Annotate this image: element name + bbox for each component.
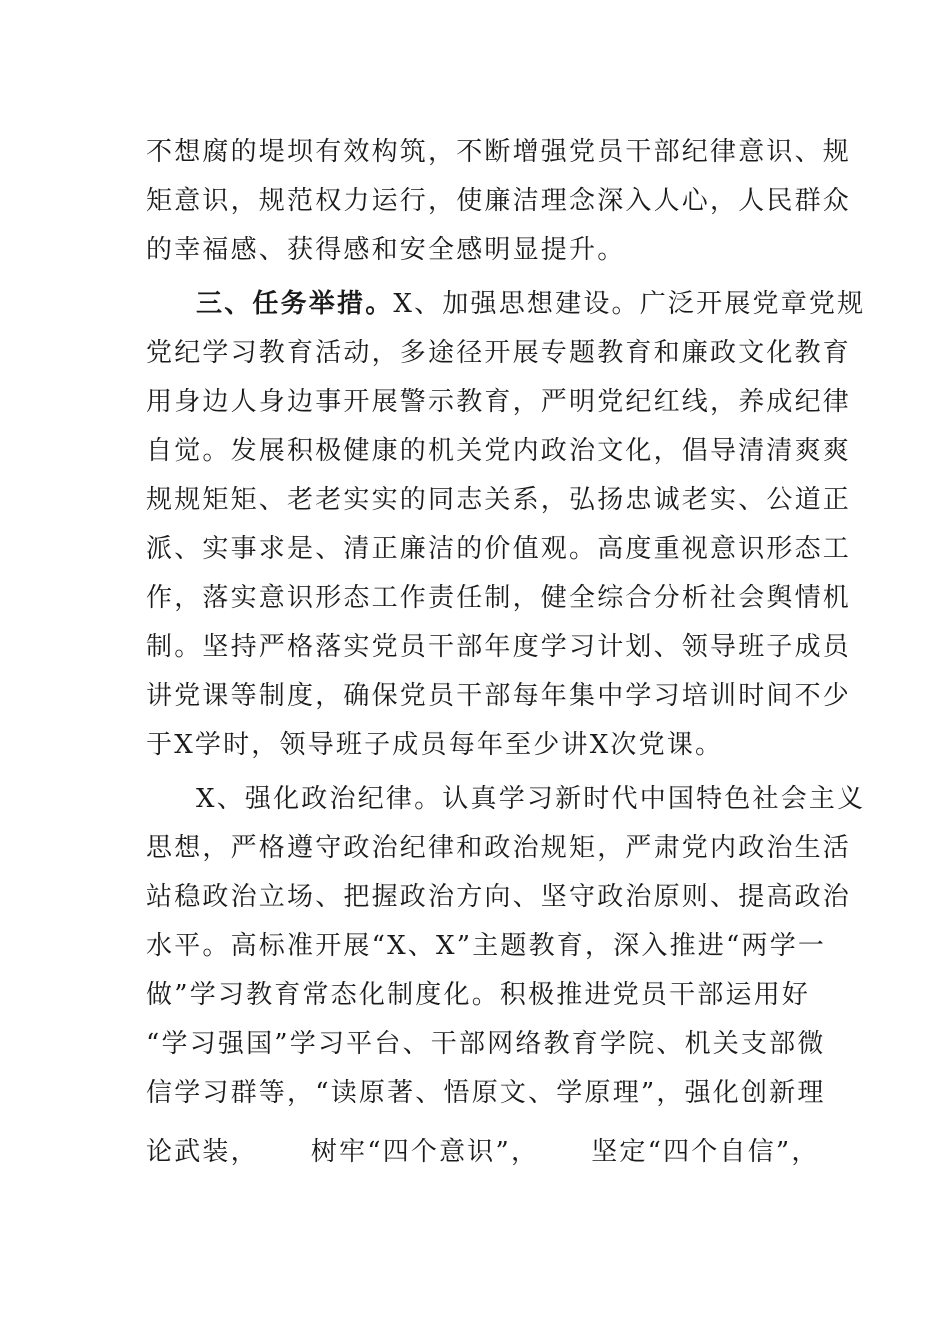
text-line-justified <box>146 1132 820 1172</box>
paragraph-first-line: X、强化政治纪律。认真学习新时代中国特色社会主义 <box>196 784 866 814</box>
text-line: 做”学习教育常态化制度化。积极推进党员干部运用好 <box>146 980 811 1010</box>
text-fragment: 树牢“四个意识”， <box>310 1137 540 1167</box>
text-line: 不想腐的堤坝有效构筑，不断增强党员干部纪律意识、规 <box>146 137 852 167</box>
text-line: 信学习群等，“读原著、悟原文、学原理”，强化创新理 <box>146 1078 826 1108</box>
text-line: 思想，严格遵守政治纪律和政治规矩，严肃党内政治生活 <box>146 833 852 863</box>
text-line: 党纪学习教育活动，多途径开展专题教育和廉政文化教育 <box>146 338 852 368</box>
text-line: 讲党课等制度，确保党员干部每年集中学习培训时间不少 <box>146 681 852 711</box>
text-line: 制。坚持严格落实党员干部年度学习计划、领导班子成员 <box>146 632 852 662</box>
text-line: 作，落实意识形态工作责任制，健全综合分析社会舆情机 <box>146 583 852 613</box>
text-line: 派、实事求是、清正廉洁的价值观。高度重视意识形态工 <box>146 534 852 564</box>
text-line: 的幸福感、获得感和安全感明显提升。 <box>146 235 626 265</box>
text-line: 矩意识，规范权力运行，使廉洁理念深入人心，人民群众 <box>146 186 852 216</box>
text-line: “学习强国”学习平台、干部网络教育学院、机关支部微 <box>146 1029 826 1059</box>
section-heading: 三、任务举措。 <box>196 289 394 319</box>
text-line: 规规矩矩、老老实实的同志关系，弘扬忠诚老实、公道正 <box>146 485 852 515</box>
text-line: 用身边人身边事开展警示教育，严明党纪红线，养成纪律 <box>146 387 852 417</box>
text-fragment: 论武装， <box>146 1137 259 1167</box>
text-line: 水平。高标准开展“X、X”主题教育，深入推进“两学一 <box>146 931 827 961</box>
text-fragment: 坚定“四个自信”， <box>591 1137 820 1167</box>
section-heading-continuation: X、加强思想建设。广泛开展党章党规 <box>393 289 866 319</box>
text-line: 站稳政治立场、把握政治方向、坚守政治原则、提高政治 <box>146 882 852 912</box>
paragraph-first-line <box>196 284 866 324</box>
text-line: 自觉。发展积极健康的机关党内政治文化，倡导清清爽爽 <box>146 436 852 466</box>
text-line: 于X学时，领导班子成员每年至少讲X次党课。 <box>146 730 724 760</box>
